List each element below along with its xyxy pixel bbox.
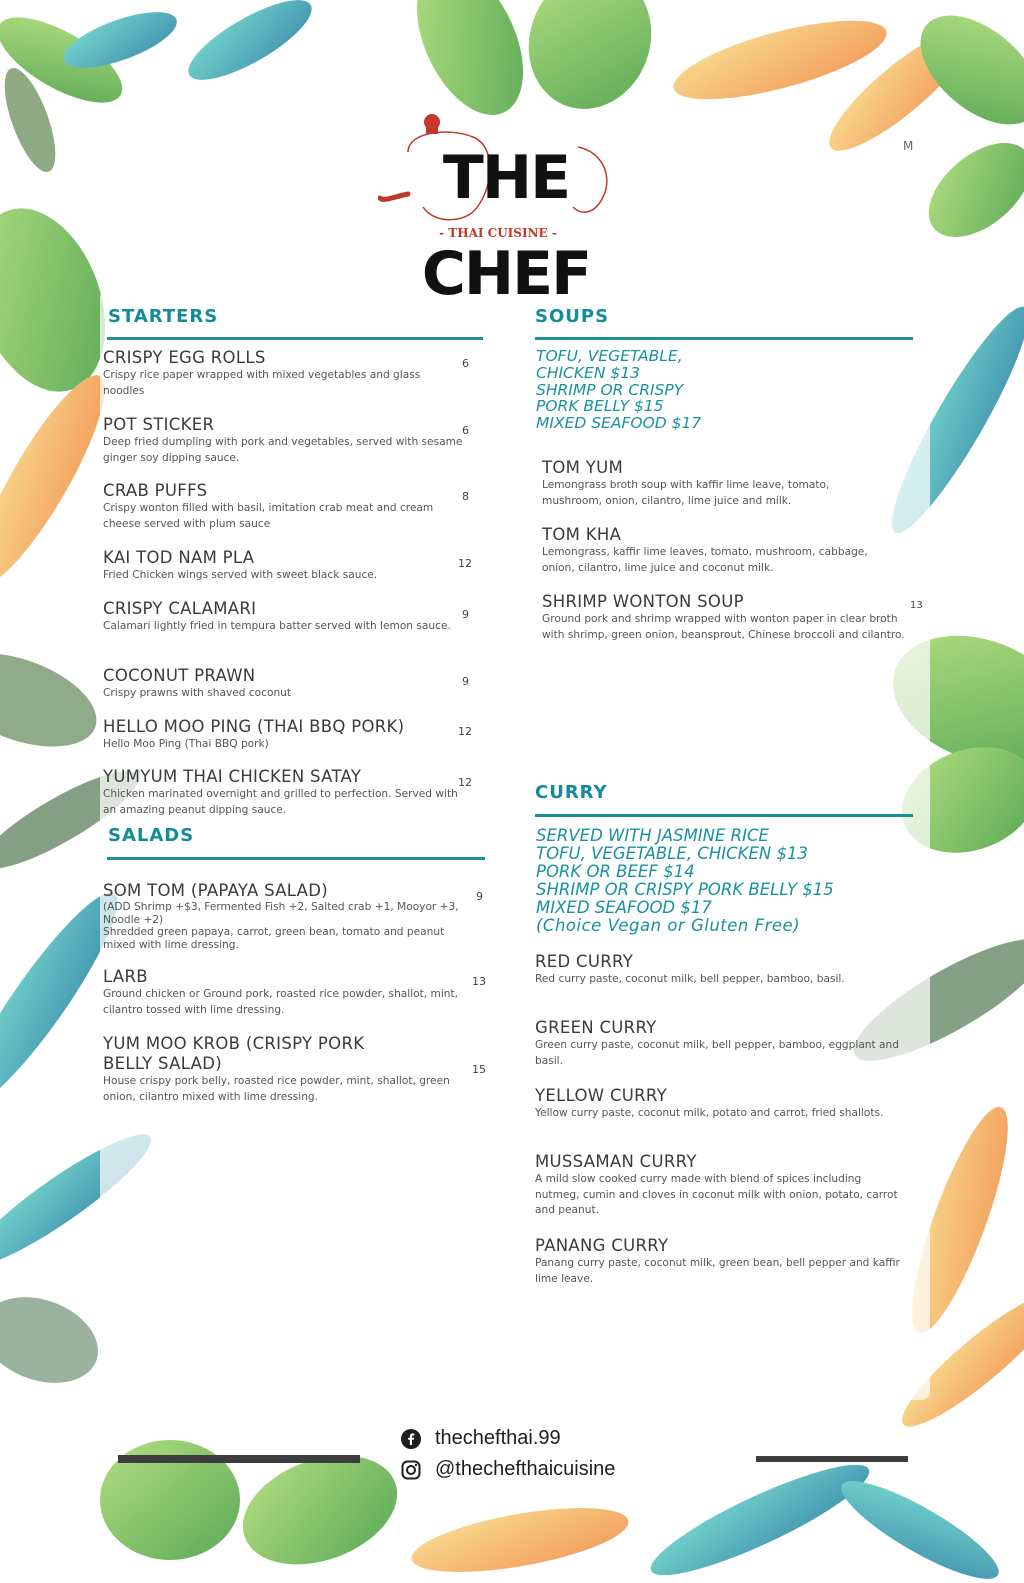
- item-price: 13: [472, 975, 486, 988]
- curry-pricing-line: MIXED SEAFOOD $17: [536, 898, 712, 917]
- facebook-icon: [401, 1429, 421, 1449]
- item-name: CRISPY EGG ROLLS: [103, 348, 266, 367]
- item-description: House crispy pork belly, roasted rice powder, mint, shallot, green onion, cilantro mixed with lime dressing.: [103, 1075, 450, 1103]
- starters-heading: STARTERS: [108, 306, 219, 327]
- curry-pricing-line: SHRIMP OR CRISPY PORK BELLY $15: [536, 880, 834, 899]
- item-description: Ground chicken or Ground pork, roasted rice powder, shallot, mint, cilantro tossed with lime dressing.: [103, 988, 459, 1016]
- logo-subtitle: - THAI CUISINE -: [439, 226, 557, 240]
- item-price: 12: [458, 557, 472, 570]
- item-name: CRISPY CALAMARI: [103, 599, 257, 618]
- item-name: LARB: [103, 967, 148, 986]
- item-price: 6: [462, 357, 469, 370]
- curry-pricing-line: (Choice Vegan or Gluten Free): [536, 916, 801, 935]
- item-name: POT STICKER: [103, 415, 215, 434]
- curry-pricing-line: PORK OR BEEF $14: [536, 862, 695, 881]
- item-price: 6: [462, 424, 469, 437]
- item-name: TOM KHA: [542, 525, 622, 544]
- item-description: Chicken marinated overnight and grilled to perfection. Served with an amazing peanut dipping sauce.: [103, 788, 458, 816]
- item-description: Panang curry paste, coconut milk, green bean, bell pepper and kaffir lime leave.: [535, 1257, 900, 1285]
- menu-item: [535, 1152, 905, 1219]
- footer-bar-left: [118, 1455, 360, 1463]
- item-price: 15: [472, 1063, 486, 1076]
- curry-pricing-line: TOFU, VEGETABLE, CHICKEN $13: [536, 844, 808, 863]
- curry-pricing: [536, 827, 834, 935]
- item-description: Green curry paste, coconut milk, bell pepper, bamboo, eggplant and basil.: [535, 1039, 899, 1067]
- starters-divider: [107, 337, 483, 340]
- item-name: YUMYUM THAI CHICKEN SATAY: [103, 767, 362, 786]
- menu-item: [103, 1034, 475, 1105]
- menu-item: [103, 599, 453, 635]
- menu-item: [535, 1018, 905, 1069]
- menu-item: [542, 592, 922, 643]
- item-name: RED CURRY: [535, 952, 634, 971]
- menu-item: [542, 525, 892, 576]
- instagram-handle: @thechefthaicuisine: [435, 1458, 616, 1480]
- item-price: 12: [458, 725, 472, 738]
- menu-item: [103, 415, 463, 466]
- item-description: Crispy prawns with shaved coconut: [103, 687, 292, 699]
- instagram-link[interactable]: [401, 1458, 615, 1481]
- soups-pricing: [536, 348, 701, 432]
- menu-item: [103, 481, 465, 532]
- item-price: 13: [910, 600, 923, 611]
- restaurant-logo: [378, 112, 618, 309]
- item-name: YELLOW CURRY: [535, 1086, 667, 1105]
- item-name: SOM TOM (PAPAYA SALAD): [103, 881, 329, 900]
- menu-item: [103, 348, 463, 399]
- item-price: 8: [462, 490, 469, 503]
- menu-item: [535, 952, 905, 988]
- item-description: A mild slow cooked curry made with blend of spices including nutmeg, cumin and cloves in coconut milk with onion, potato, carrot and peanut.: [535, 1173, 898, 1216]
- instagram-icon: [401, 1460, 421, 1480]
- soups-heading: SOUPS: [535, 306, 610, 327]
- menu-item: [535, 1086, 915, 1122]
- item-price: 9: [462, 608, 469, 621]
- item-name: TOM YUM: [542, 458, 624, 477]
- item-name: PANANG CURRY: [535, 1236, 669, 1255]
- salads-heading: SALADS: [108, 825, 195, 846]
- item-description: Yellow curry paste, coconut milk, potato and carrot, fried shallots.: [535, 1107, 884, 1119]
- item-name: KAI TOD NAM PLA: [103, 548, 255, 567]
- salads-divider: [107, 857, 485, 860]
- item-price: 9: [476, 890, 483, 903]
- item-name: YUM MOO KROB (CRISPY PORK BELLY SALAD): [103, 1034, 365, 1073]
- menu-item: [103, 548, 463, 584]
- item-description: Crispy wonton filled with basil, imitation crab meat and cream cheese served with plum sauce: [103, 502, 434, 530]
- curry-pricing-line: SERVED WITH JASMINE RICE: [536, 826, 769, 845]
- item-description: Crispy rice paper wrapped with mixed vegetables and glass noodles: [103, 369, 421, 397]
- item-description: Fried Chicken wings served with sweet black sauce.: [103, 569, 378, 581]
- footer-bar-right: [756, 1456, 908, 1462]
- item-price: 12: [458, 776, 472, 789]
- facebook-handle: thechefthai.99: [435, 1427, 561, 1449]
- curry-heading: CURRY: [535, 782, 608, 803]
- item-name: MUSSAMAN CURRY: [535, 1152, 697, 1171]
- logo-title: THE CHEF: [421, 143, 591, 309]
- curry-divider: [535, 814, 913, 817]
- soups-pricing-line: TOFU, VEGETABLE,: [536, 347, 683, 365]
- item-description: Calamari lightly fried in tempura batter served with lemon sauce.: [103, 620, 451, 632]
- item-description: Lemongrass broth soup with kaffir lime leave, tomato, mushroom, onion, cilantro, lime juice and milk.: [542, 479, 830, 507]
- item-description: Lemongrass, kaffir lime leaves, tomato, mushroom, cabbage, onion, cilantro, lime juice and coconut milk.: [542, 546, 868, 574]
- item-description: Deep fried dumpling with pork and vegetables, served with sesame ginger soy dipping sauce.: [103, 436, 463, 464]
- menu-item: [103, 767, 465, 818]
- menu-item: [535, 1236, 905, 1287]
- item-description: Ground pork and shrimp wrapped with wonton paper in clear broth with shrimp, green onion, beansprout, Chinese broccoli and cilantro.: [542, 613, 905, 641]
- facebook-link[interactable]: [401, 1427, 561, 1450]
- item-price: 9: [462, 675, 469, 688]
- item-name: CRAB PUFFS: [103, 481, 208, 500]
- menu-item: [103, 967, 463, 1018]
- item-description: Red curry paste, coconut milk, bell pepper, bamboo, basil.: [535, 973, 845, 985]
- menu-item: [542, 458, 892, 509]
- menu-item: [103, 666, 463, 702]
- soups-pricing-line: CHICKEN $13: [536, 363, 640, 382]
- item-name: HELLO MOO PING (THAI BBQ PORK): [103, 717, 405, 736]
- menu-item: [103, 881, 473, 951]
- soups-pricing-line: SHRIMP OR CRISPY: [536, 380, 684, 399]
- soups-divider: [535, 337, 913, 340]
- soups-pricing-line: PORK BELLY $15: [536, 397, 664, 416]
- soups-pricing-line: MIXED SEAFOOD $17: [536, 414, 702, 433]
- item-description: (ADD Shrimp +$3, Fermented Fish +2, Salted crab +1, Mooyor +3, Noodle +2) Shredded green papaya, carrot, green bean, tomato and peanut mixed with lime dressing.: [103, 901, 459, 951]
- menu-item: [103, 717, 463, 753]
- item-description: Hello Moo Ping (Thai BBQ pork): [103, 738, 269, 750]
- item-name: SHRIMP WONTON SOUP: [542, 592, 744, 611]
- corner-mark: M: [903, 139, 914, 153]
- item-name: GREEN CURRY: [535, 1018, 657, 1037]
- item-name: COCONUT PRAWN: [103, 666, 256, 685]
